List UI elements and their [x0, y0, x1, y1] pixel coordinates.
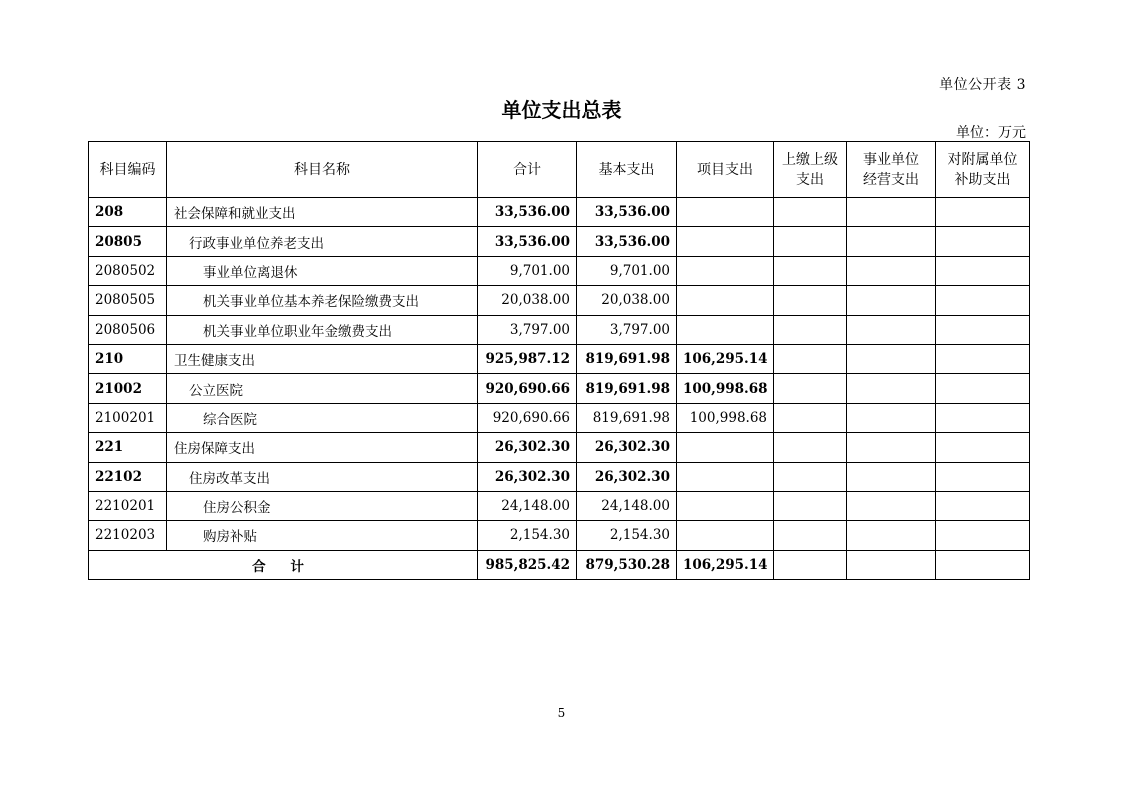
header-row: [89, 142, 1030, 198]
cell-name: 公立医院: [167, 374, 478, 403]
cell-code: 2210201: [89, 491, 167, 520]
cell-name: 住房改革支出: [167, 462, 478, 491]
page-number: 5: [557, 706, 566, 720]
cell-business: [847, 491, 936, 520]
table-row: [89, 344, 1030, 373]
cell-total: 920,690.66: [478, 403, 577, 432]
cell-basic: 3,797.00: [577, 315, 677, 344]
table-row: [89, 227, 1030, 256]
cell-upper: [774, 344, 847, 373]
table-row: [89, 462, 1030, 491]
cell-basic: 819,691.98: [577, 403, 677, 432]
cell-project: [677, 227, 774, 256]
cell-total: 26,302.30: [478, 433, 577, 462]
cell-upper: [774, 462, 847, 491]
cell-business: [847, 344, 936, 373]
cell-project: [677, 315, 774, 344]
cell-total: 24,148.00: [478, 491, 577, 520]
cell-subsidy: [936, 521, 1030, 550]
cell-subsidy: [936, 315, 1030, 344]
cell-basic: 9,701.00: [577, 256, 677, 285]
col-header-business: 事业单位 经营支出: [847, 142, 936, 198]
table-row: [89, 374, 1030, 403]
cell-basic: 26,302.30: [577, 462, 677, 491]
cell-upper: [774, 491, 847, 520]
table-row: [89, 256, 1030, 285]
cell-project: [677, 198, 774, 227]
table-row: [89, 403, 1030, 432]
cell-business: [847, 433, 936, 462]
table-row: [89, 433, 1030, 462]
cell-subsidy: [936, 227, 1030, 256]
total-label: 合 计: [89, 550, 478, 579]
unit-label: 单位：万元: [956, 125, 1026, 141]
total-cell-business: [847, 550, 936, 579]
cell-project: [677, 491, 774, 520]
cell-name: 综合医院: [167, 403, 478, 432]
col-header-subsidy: 对附属单位 补助支出: [936, 142, 1030, 198]
table-row: [89, 491, 1030, 520]
cell-subsidy: [936, 462, 1030, 491]
cell-subsidy: [936, 374, 1030, 403]
cell-code: 221: [89, 433, 167, 462]
table-row: [89, 315, 1030, 344]
col-header-upper: 上缴上级 支出: [774, 142, 847, 198]
cell-business: [847, 227, 936, 256]
total-row: [89, 550, 1030, 579]
cell-project: [677, 286, 774, 315]
cell-subsidy: [936, 256, 1030, 285]
cell-upper: [774, 433, 847, 462]
cell-business: [847, 286, 936, 315]
cell-name: 卫生健康支出: [167, 344, 478, 373]
cell-code: 2100201: [89, 403, 167, 432]
cell-total: 3,797.00: [478, 315, 577, 344]
cell-name: 购房补贴: [167, 521, 478, 550]
cell-project: 100,998.68: [677, 403, 774, 432]
cell-total: 26,302.30: [478, 462, 577, 491]
col-header-project: 项目支出: [677, 142, 774, 198]
total-cell-subsidy: [936, 550, 1030, 579]
col-header-total: 合计: [478, 142, 577, 198]
cell-total: 9,701.00: [478, 256, 577, 285]
cell-upper: [774, 198, 847, 227]
cell-business: [847, 315, 936, 344]
table-number: 单位公开表 3: [939, 77, 1026, 93]
cell-basic: 819,691.98: [577, 344, 677, 373]
cell-upper: [774, 256, 847, 285]
cell-basic: 819,691.98: [577, 374, 677, 403]
cell-project: [677, 256, 774, 285]
cell-name: 行政事业单位养老支出: [167, 227, 478, 256]
cell-subsidy: [936, 286, 1030, 315]
cell-business: [847, 462, 936, 491]
cell-total: 2,154.30: [478, 521, 577, 550]
cell-code: 208: [89, 198, 167, 227]
cell-business: [847, 198, 936, 227]
page-title: 单位支出总表: [501, 98, 622, 122]
total-cell-upper: [774, 550, 847, 579]
cell-project: [677, 521, 774, 550]
cell-code: 2210203: [89, 521, 167, 550]
col-header-basic: 基本支出: [577, 142, 677, 198]
cell-total: 20,038.00: [478, 286, 577, 315]
table-row: [89, 521, 1030, 550]
cell-upper: [774, 521, 847, 550]
cell-code: 22102: [89, 462, 167, 491]
cell-basic: 33,536.00: [577, 227, 677, 256]
total-cell-basic: 879,530.28: [577, 550, 677, 579]
cell-basic: 33,536.00: [577, 198, 677, 227]
cell-project: 100,998.68: [677, 374, 774, 403]
cell-upper: [774, 286, 847, 315]
cell-basic: 20,038.00: [577, 286, 677, 315]
cell-project: [677, 462, 774, 491]
cell-total: 925,987.12: [478, 344, 577, 373]
cell-total: 33,536.00: [478, 198, 577, 227]
cell-upper: [774, 227, 847, 256]
total-cell-project: 106,295.14: [677, 550, 774, 579]
cell-name: 事业单位离退休: [167, 256, 478, 285]
cell-name: 住房公积金: [167, 491, 478, 520]
cell-business: [847, 403, 936, 432]
cell-code: 21002: [89, 374, 167, 403]
cell-upper: [774, 374, 847, 403]
cell-name: 机关事业单位职业年金缴费支出: [167, 315, 478, 344]
cell-subsidy: [936, 491, 1030, 520]
total-cell-total: 985,825.42: [478, 550, 577, 579]
cell-name: 社会保障和就业支出: [167, 198, 478, 227]
cell-project: 106,295.14: [677, 344, 774, 373]
cell-total: 920,690.66: [478, 374, 577, 403]
cell-code: 20805: [89, 227, 167, 256]
cell-basic: 24,148.00: [577, 491, 677, 520]
col-header-name: 科目名称: [167, 142, 478, 198]
cell-code: 210: [89, 344, 167, 373]
table-row: [89, 198, 1030, 227]
cell-code: 2080505: [89, 286, 167, 315]
cell-name: 住房保障支出: [167, 433, 478, 462]
cell-code: 2080502: [89, 256, 167, 285]
cell-upper: [774, 315, 847, 344]
cell-business: [847, 374, 936, 403]
table-row: [89, 286, 1030, 315]
cell-basic: 26,302.30: [577, 433, 677, 462]
cell-basic: 2,154.30: [577, 521, 677, 550]
cell-code: 2080506: [89, 315, 167, 344]
cell-subsidy: [936, 344, 1030, 373]
cell-business: [847, 256, 936, 285]
cell-subsidy: [936, 403, 1030, 432]
cell-project: [677, 433, 774, 462]
col-header-code: 科目编码: [89, 142, 167, 198]
expenditure-table: [88, 141, 1030, 580]
cell-total: 33,536.00: [478, 227, 577, 256]
cell-name: 机关事业单位基本养老保险缴费支出: [167, 286, 478, 315]
cell-subsidy: [936, 198, 1030, 227]
cell-upper: [774, 403, 847, 432]
cell-subsidy: [936, 433, 1030, 462]
cell-business: [847, 521, 936, 550]
